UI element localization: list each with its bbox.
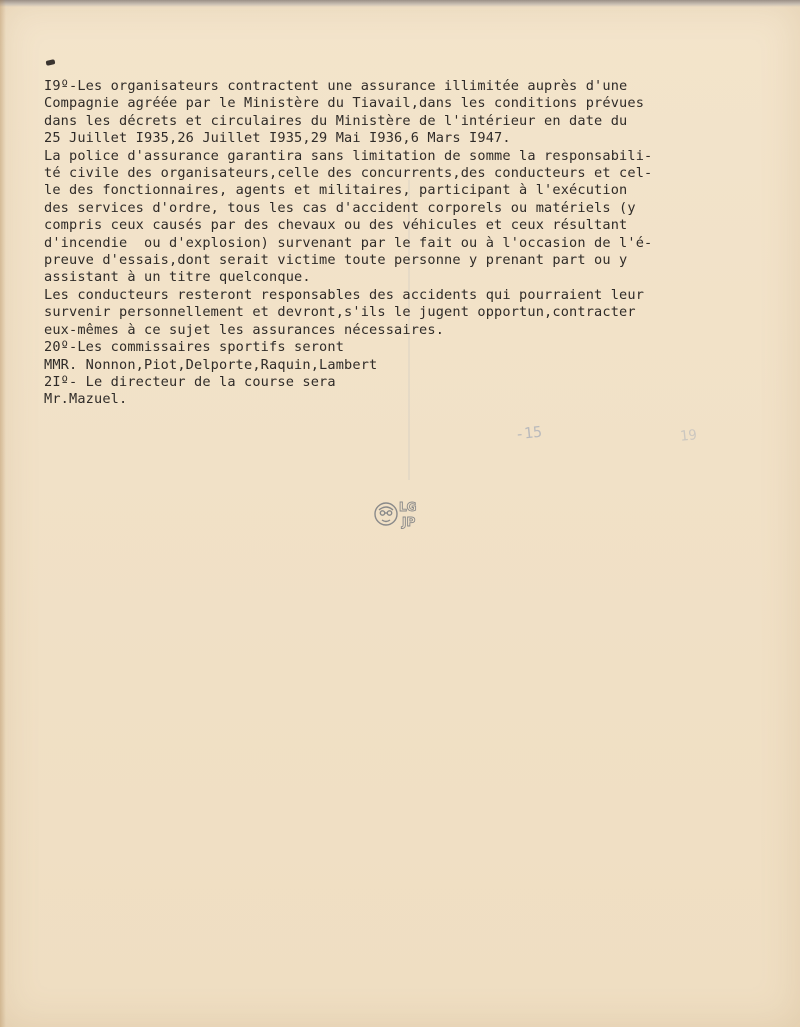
text-line: Mr.Mazuel. bbox=[44, 391, 128, 408]
text-line: assistant à un titre quelconque. bbox=[44, 269, 311, 286]
text-line: compris ceux causés par des chevaux ou des véhicules et ceux résultant bbox=[44, 217, 628, 234]
text-line: preuve d'essais,dont serait victime toute personne y prenant part ou y bbox=[44, 252, 628, 269]
paper-top-edge bbox=[0, 0, 800, 7]
text-line: eux-mêmes à ce sujet les assurances nécessaires. bbox=[44, 321, 445, 338]
typed-text-block bbox=[44, 78, 764, 409]
text-line: 2Iº- Le directeur de la course sera bbox=[44, 373, 336, 390]
text-line: Les conducteurs resteront responsables des accidents qui pourraient leur bbox=[44, 286, 645, 303]
text-line: le des fonctionnaires, agents et militaires, participant à l'exécution bbox=[44, 182, 628, 199]
text-line: survenir personnellement et devront,s'ils le jugent opportun,contracter bbox=[44, 304, 636, 321]
text-line: d'incendie ou d'explosion) survenant par le fait ou à l'occasion de l'é- bbox=[44, 234, 653, 251]
text-line: té civile des organisateurs,celle des concurrents,des conducteurs et cel- bbox=[44, 165, 653, 182]
text-line: des services d'ordre, tous les cas d'accident corporels ou matériels (y bbox=[44, 199, 636, 216]
ink-mark bbox=[46, 59, 56, 66]
text-line: 20º-Les commissaires sportifs seront bbox=[44, 339, 345, 356]
text-line: La police d'assurance garantira sans limitation de somme la responsabili- bbox=[44, 147, 653, 164]
text-line: MMR. Nonnon,Piot,Delporte,Raquin,Lambert bbox=[44, 356, 378, 373]
text-line: 25 Juillet I935,26 Juillet I935,29 Mai I936,6 Mars I947. bbox=[44, 130, 511, 147]
paper-left-edge bbox=[0, 0, 6, 1027]
watermark-text-top: LG bbox=[399, 500, 417, 514]
bleed-through-number: 19 bbox=[679, 427, 698, 445]
lgjp-portrait-logo-icon bbox=[372, 494, 428, 534]
watermark-text-bottom: JP bbox=[402, 515, 416, 529]
text-line: Compagnie agréée par le Ministère du Tiavail,dans les conditions prévues bbox=[44, 95, 645, 112]
bleed-through-number: -15 bbox=[514, 422, 543, 444]
text-line: dans les décrets et circulaires du Ministère de l'intérieur en date du bbox=[44, 112, 628, 129]
text-line: I9º-Les organisateurs contractent une assurance illimitée auprès d'une bbox=[44, 78, 628, 94]
